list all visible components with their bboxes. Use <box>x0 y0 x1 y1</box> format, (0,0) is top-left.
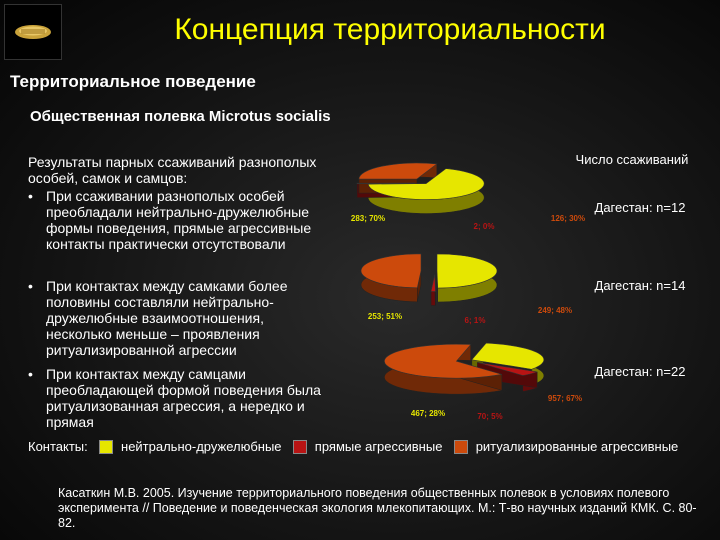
legend-label-direct-aggression: прямые агрессивные <box>314 439 443 455</box>
legend-title: Контакты: <box>28 439 88 455</box>
bullet-symbol: • <box>28 278 33 294</box>
pie-chart-2 <box>361 254 685 325</box>
bullet-symbol: • <box>28 366 33 382</box>
pie-data-label: 283; 70% <box>350 214 386 223</box>
bullet-text: При ссаживании разнополых особей преобладали нейтрально-дружелюбные формы поведения, прямые агрессивные контакты практически отсутствовали <box>46 188 312 252</box>
chart-legend <box>28 438 678 454</box>
section-heading: Территориальное поведение <box>10 72 256 91</box>
pie-data-label: 70; 5% <box>477 412 503 421</box>
pie-data-label: 6; 1% <box>464 316 486 325</box>
pie-data-label: 957; 67% <box>547 394 583 403</box>
slide-title: Концепция территориальности <box>174 13 606 46</box>
pie-series-label: Дагестан: n=14 <box>594 278 686 293</box>
bullet-symbol: • <box>28 188 33 204</box>
species-heading: Общественная полевка Microtus socialis <box>30 108 331 125</box>
pie-data-label: 253; 51% <box>367 312 403 321</box>
pie-data-label: 467; 28% <box>410 409 446 418</box>
pie-data-label: 126; 30% <box>550 214 586 223</box>
pie-chart-3 <box>384 343 685 421</box>
bullet-text: При контактах между самцами преобладающей формой поведения была ритуализованная агрессия, а нередко и прямая <box>46 366 321 430</box>
pie-series-label: Дагестан: n=22 <box>594 364 686 379</box>
pie-slice <box>431 274 435 291</box>
legend-label-ritual-aggression: ритуализированные агрессивные <box>475 439 679 455</box>
legend-swatch-ritual-aggression <box>454 440 468 454</box>
pie-data-label: 249; 48% <box>537 306 573 315</box>
chart-title: Число ссаживаний <box>575 152 689 167</box>
legend-swatch-direct-aggression <box>293 440 307 454</box>
legend-label-neutral: нейтрально-дружелюбные <box>121 439 282 455</box>
legend-swatch-neutral <box>99 440 113 454</box>
pie-series-label: Дагестан: n=12 <box>594 200 686 215</box>
bullet-text: При контактах между самками более половины составляли нейтрально-дружелюбные взаимоотношения, несколько меньше – проявления ритуализированной агрессии <box>46 278 288 358</box>
citation: Касаткин М.В. 2005. Изучение территориального поведения общественных полевок в условиях полевого эксперимента // Поведение и поведенческая экология млекопитающих. М.: Т-во научных изданий КМК. С. 80-82. <box>58 486 697 530</box>
results-intro: Результаты парных ссаживаний разнополых особей, самок и самцов: <box>28 154 317 186</box>
pie-data-label: 2; 0% <box>473 222 495 231</box>
pie-chart-1 <box>351 163 686 231</box>
